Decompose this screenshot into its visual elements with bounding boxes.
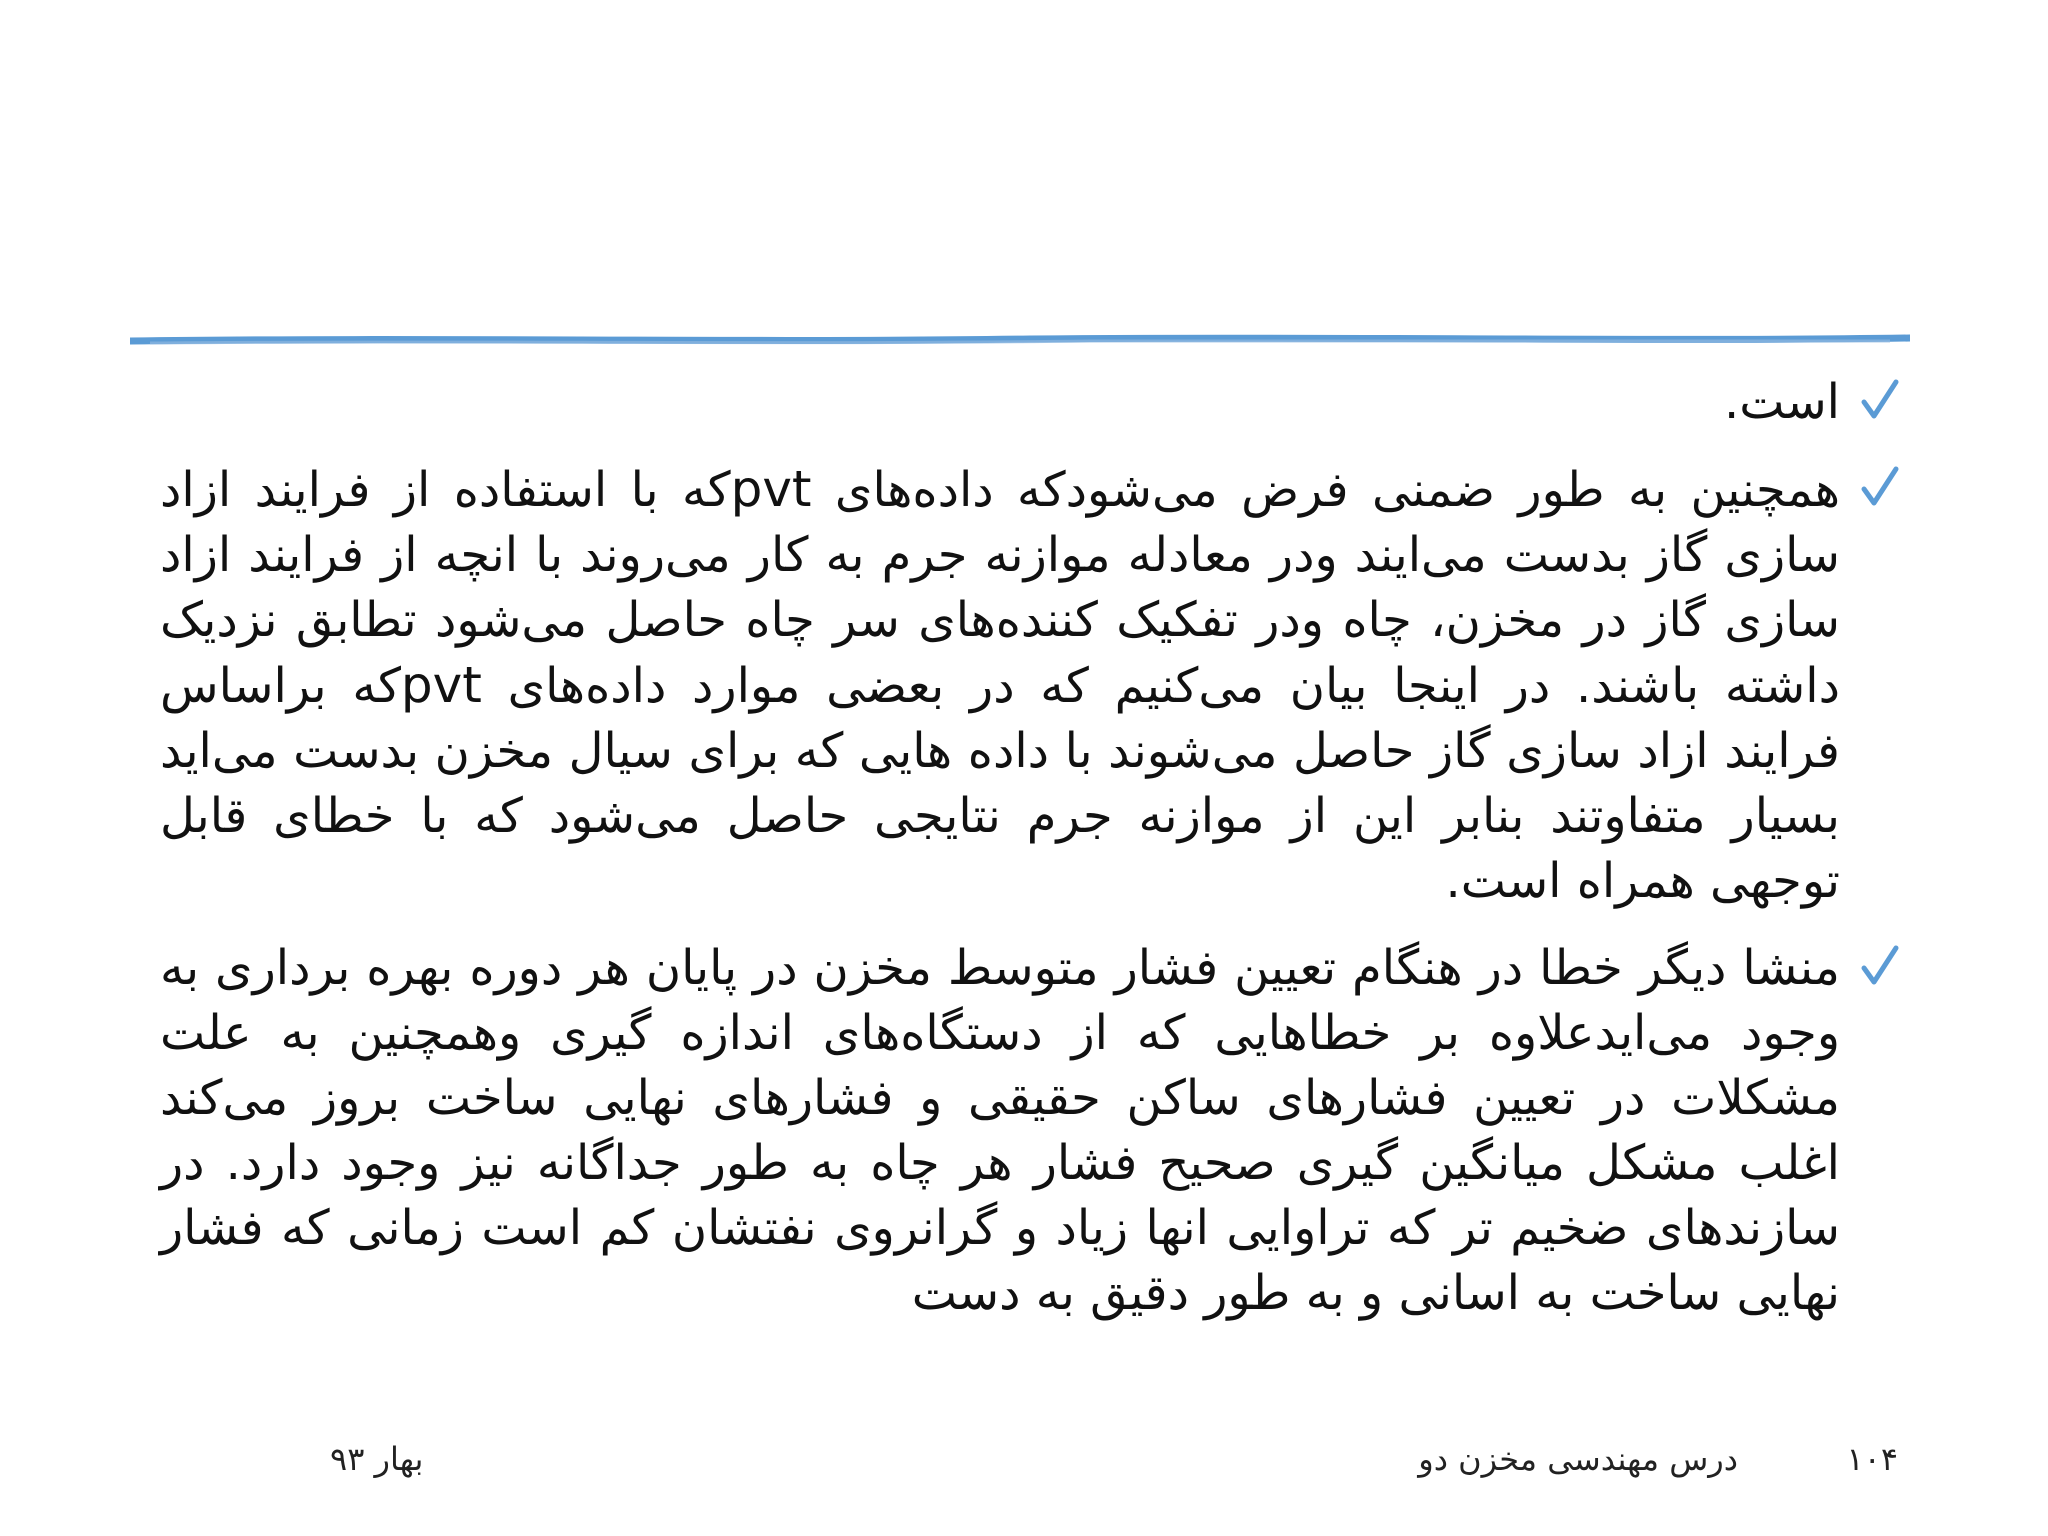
- bullet-1-text: [160, 370, 1840, 435]
- term-label: بهار ۹۳: [330, 1440, 424, 1478]
- checkmark-icon: [1860, 465, 1900, 509]
- bullet-3-segment-1: منشا دیگر خطا در هنگام تعیین فشار متوسط مخزن در پایان هر دوره بهره برداری به وجود می‌ایدعلاوه بر خطاهایی که از دستگاه‌های اندازه گیری وهمچنین به علت مشکلات در تعیین فشارهای ساکن حقیقی و فشارهای نهایی ساخت بروز می‌کند اغلب مشکل میانگین گیری صحیح فشار هر چاه به طور جداگانه نیز وجود دارد. در سازندهای ضخیم تر که تراوایی انها زیاد و گرانروی نفتشان کم است زمانی که فشار نهایی ساخت به اسانی و به طور دقیق به دست: [160, 940, 1840, 1321]
- bullet-3: [160, 936, 1860, 1326]
- checkmark-icon: [1860, 944, 1900, 988]
- checkmark-icon: [1860, 378, 1900, 422]
- bullet-2-segment-1: همچنین به طور ضمنی فرض می‌شودکه داده‌های: [811, 462, 1841, 518]
- top-divider: [130, 333, 1910, 347]
- course-title: درس مهندسی مخزن دو: [1418, 1440, 1738, 1478]
- bullet-2-segment-3: که با استفاده از فرایند ازاد سازی گاز بدست می‌ایند ودر معادله موازنه جرم به کار می‌روند با انچه از فرایند ازاد سازی گاز در مخزن، چاه ودر تفکیک کننده‌های سر چاه حاصل می‌شود تطابق نزدیک داشته باشند. در اینجا بیان می‌کنیم که در بعضی موارد داده‌های: [160, 462, 1840, 714]
- pvt-term: pvt: [730, 460, 812, 518]
- bullet-2-segment-5: که براساس فرایند ازاد سازی گاز حاصل می‌شوند با داده هایی که برای سیال مخزن بدست می‌اید بسیار متفاوتند بنابر این از موازنه جرم نتایجی حاصل می‌شود که با خطای قابل توجهی همراه است.: [160, 658, 1840, 909]
- bullet-1-segment-1: است.: [1724, 374, 1840, 430]
- bullet-1: [160, 370, 1860, 435]
- bullet-list: [160, 370, 1860, 1348]
- bullet-3-text: [160, 936, 1840, 1326]
- pvt-term: pvt: [400, 656, 482, 714]
- bullet-2: [160, 457, 1860, 914]
- page-number: ۱۰۴: [1846, 1440, 1898, 1478]
- bullet-2-text: [160, 457, 1840, 914]
